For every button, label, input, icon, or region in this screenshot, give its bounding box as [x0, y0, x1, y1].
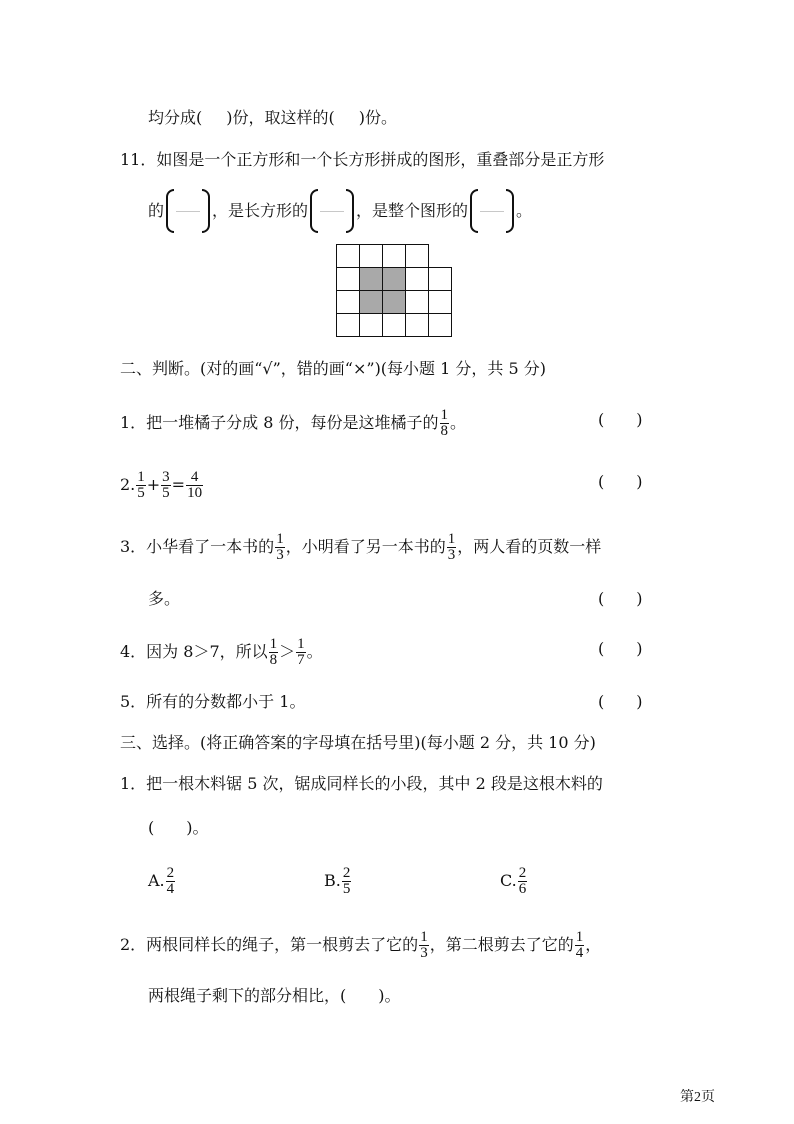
fraction: $\frac{1}{5}$: [137, 469, 145, 501]
fraction: $\frac{1}{8}$: [440, 407, 449, 439]
fraction: $\frac{2}{4}$: [166, 865, 175, 897]
answer-blank-2[interactable]: [310, 189, 354, 235]
judge-q3: 3．小华看了一本书的 $\frac{1}{3}$ ，小明看了另一本书的 $\frac{1}{3}$ ，两人看的页数一样: [120, 531, 602, 563]
grid-cell: [336, 244, 360, 268]
judge-q4: 4．因为 8＞7，所以 $\frac{1}{8}$ ＞ $\frac{1}{7}$ 。: [120, 636, 323, 668]
judge-q3-answer[interactable]: ( ): [598, 589, 643, 608]
fraction: $\frac{3}{5}$: [162, 469, 170, 501]
grid-cell: [382, 313, 406, 337]
judge-q1: 1．把一堆橘子分成 8 份，每份是这堆橘子的 $\frac{1}{8}$ 。: [120, 407, 467, 439]
overlap-cell: [382, 267, 406, 291]
fraction: $\frac{2}{5}$: [342, 865, 351, 897]
grid-cell: [336, 313, 360, 337]
section-3-title: 三、选择。(将正确答案的字母填在括号里)(每小题 2 分，共 10 分): [120, 733, 596, 752]
grid-cell: [382, 244, 406, 268]
grid-cell: [428, 313, 452, 337]
section-2-title: 二、判断。(对的画“√”，错的画“×”)(每小题 1 分，共 5 分): [120, 359, 546, 378]
grid-cell: [336, 290, 360, 314]
judge-q1-answer[interactable]: ( ): [598, 410, 643, 429]
choice-q1-option-a[interactable]: A. $\frac{2}{4}$: [148, 865, 175, 897]
fraction: $\frac{1}{3}$: [420, 929, 428, 961]
grid-cell: [359, 313, 383, 337]
answer-blank-1[interactable]: [166, 189, 210, 235]
choice-q2-line2: 两根绳子剩下的部分相比，( )。: [148, 986, 401, 1005]
judge-q5: 5．所有的分数都小于 1。: [120, 692, 306, 711]
fraction: $\frac{1}{3}$: [276, 531, 284, 563]
page-number: 第2页: [680, 1090, 715, 1105]
fraction: $\frac{1}{4}$: [575, 929, 584, 961]
answer-blank-3[interactable]: [470, 189, 514, 235]
grid-cell: [428, 267, 452, 291]
judge-q5-answer[interactable]: ( ): [598, 692, 643, 711]
judge-q4-answer[interactable]: ( ): [598, 639, 643, 658]
q11-line2: 的 ，是长方形的 ，是整个图形的 。: [148, 188, 532, 235]
choice-q1-option-c[interactable]: C. $\frac{2}{6}$: [500, 865, 527, 897]
overlap-cell: [359, 267, 383, 291]
fraction: $\frac{4}{10}$: [187, 469, 203, 501]
fraction: $\frac{1}{3}$: [447, 531, 456, 563]
choice-q1-option-b[interactable]: B. $\frac{2}{5}$: [324, 865, 351, 897]
overlap-cell: [382, 290, 406, 314]
grid-cell: [405, 244, 429, 268]
choice-q2-line1: 2．两根同样长的绳子，第一根剪去了它的 $\frac{1}{3}$ ，第二根剪去了它的 $\frac{1}{4}$ ，: [120, 929, 602, 961]
judge-q2-answer[interactable]: ( ): [598, 472, 643, 491]
square-rectangle-figure: [336, 244, 460, 342]
grid-cell: [359, 244, 383, 268]
grid-cell: [405, 267, 429, 291]
grid-cell: [405, 290, 429, 314]
judge-q2: 2. $\frac{1}{5}$ + $\frac{3}{5}$ = $\frac{4}{10}$: [120, 469, 203, 501]
overlap-cell: [359, 290, 383, 314]
fraction: $\frac{1}{8}$: [269, 636, 278, 668]
grid-cell: [336, 267, 360, 291]
judge-q3-line2: 多。: [148, 589, 181, 608]
fraction: $\frac{1}{7}$: [297, 636, 305, 668]
grid-cell: [405, 313, 429, 337]
choice-q1-line1: 1．把一根木料锯 5 次，锯成同样长的小段，其中 2 段是这根木料的: [120, 774, 603, 793]
q10-continuation: 均分成( )份，取这样的( )份。: [148, 108, 397, 127]
choice-q1-line2[interactable]: ( )。: [148, 818, 209, 837]
fraction: $\frac{2}{6}$: [518, 865, 527, 897]
q11-line1: 11．如图是一个正方形和一个长方形拼成的图形，重叠部分是正方形: [120, 150, 605, 169]
grid-cell: [428, 290, 452, 314]
